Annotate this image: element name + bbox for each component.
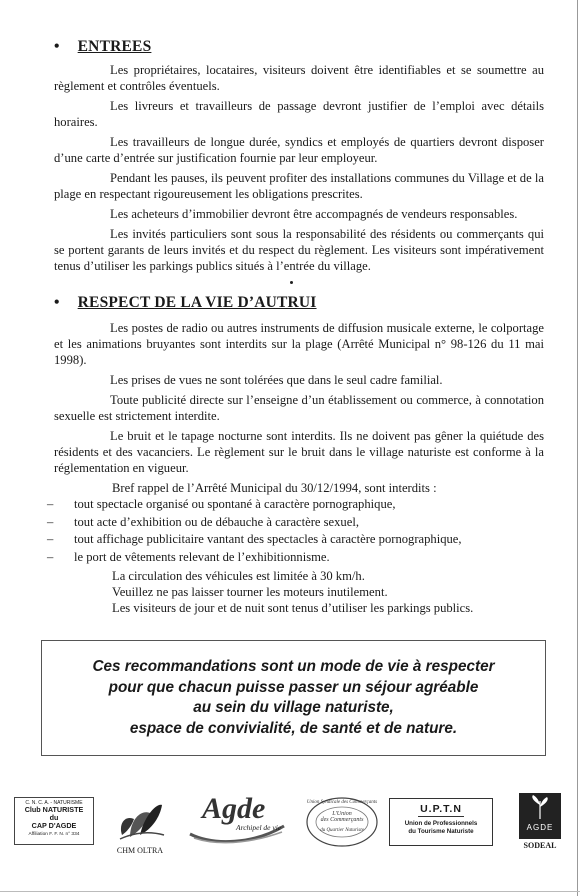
paragraph-text: Les travailleurs de longue durée, syndics et employés de quartiers devront disposer d’une carte d’entrée sur justification fournie par leur employeur.	[54, 135, 544, 165]
paragraph	[54, 428, 544, 476]
recommendation-line: espace de convivialité, de santé et de nature.	[129, 719, 458, 737]
paragraph	[54, 372, 544, 388]
paragraph-text: Pendant les pauses, ils peuvent profiter des installations communes du Village et de la plage en respectant rigoureusement les obligations prescrites.	[54, 171, 544, 201]
page-edge-right	[577, 0, 578, 896]
oval-mid-text: L'Union	[332, 811, 352, 817]
paragraph-text: Le bruit et le tapage nocturne sont interdits. Ils ne doivent pas gêner la quiétude des résidents et des vacanciers. Le règlement sur le bruit dans le village naturiste est conforme à la réglementation en vigueur.	[54, 429, 544, 475]
uptn-subtitle: Union de Professionnels	[404, 820, 478, 827]
sodeal-caption: SODEAL	[523, 841, 557, 850]
cnca-affiliation: Affiliation F. F. N. n° 334	[28, 832, 80, 837]
section-title-respect-label: RESPECT DE LA VIE D’AUTRUI	[77, 294, 317, 311]
interdits-list	[47, 496, 527, 566]
union-commercants-logo	[305, 795, 379, 849]
list-item	[47, 531, 527, 549]
section-title-entrees-label: ENTREES	[77, 38, 152, 55]
bullet: •	[54, 294, 60, 311]
paragraph	[54, 392, 544, 424]
paragraph	[54, 320, 544, 368]
sodeal-plant-icon	[519, 793, 561, 823]
circulation-line: Les visiteurs de jour et de nuit sont tenus d’utiliser les parkings publics.	[112, 601, 474, 615]
paragraph	[54, 62, 544, 94]
paragraph	[54, 170, 544, 202]
rappel-text: Bref rappel de l’Arrêté Municipal du 30/12/1994, sont interdits :	[112, 481, 437, 495]
cnca-club-line: Club NATURISTE	[24, 805, 84, 814]
chm-leaf-icon	[112, 795, 168, 845]
paragraph	[54, 134, 544, 166]
recommendation-box	[41, 640, 546, 756]
list-item	[47, 514, 527, 532]
stray-dot	[290, 281, 293, 284]
dash-marker: –	[47, 514, 54, 529]
paragraph-text: Les postes de radio ou autres instruments de diffusion musicale externe, le colportage et les animations bruyantes sont interdits sur la plage (Arrêté Municipal n° 98-126 du 11 mai 1998).	[54, 321, 544, 367]
list-item-text: tout spectacle organisé ou spontané à caractère pornographique,	[74, 497, 396, 511]
section-title-respect	[54, 294, 317, 312]
chm-oltra-logo	[112, 795, 168, 857]
oval-mid-text: des Commerçants	[320, 817, 364, 823]
circulation-line: Veuillez ne pas laisser tourner les moteurs inutilement.	[112, 585, 388, 599]
list-item-text: tout affichage publicitaire vantant des spectacles à caractère pornographique,	[74, 532, 462, 546]
paragraph-text: Les invités particuliers sont sous la responsabilité des résidents ou commerçants qui se portent garants de leurs invités et du respect du règlement. Les visiteurs sont impérativement tenus d’utiliser les parkings publics situés à l’entrée du village.	[54, 227, 544, 273]
circulation-line: La circulation des véhicules est limitée à 30 km/h.	[112, 569, 365, 583]
chm-caption: CHM OLTRA	[116, 846, 164, 855]
uptn-logo	[389, 798, 493, 846]
cnca-club-logo	[14, 797, 94, 845]
paragraph	[54, 206, 544, 222]
oval-text	[305, 800, 379, 833]
recommendation-text	[42, 657, 545, 739]
paragraph	[54, 226, 544, 274]
oval-bottom-text: du Quartier Naturiste	[320, 828, 364, 833]
dash-marker: –	[47, 549, 54, 564]
cnca-club-line: du	[49, 813, 59, 822]
dash-marker: –	[47, 497, 54, 511]
dash-marker: –	[47, 532, 54, 546]
sodeal-box	[519, 793, 561, 839]
agde-archipel-logo	[184, 790, 290, 846]
recommendation-line: pour que chacun puisse passer un séjour agréable	[108, 678, 479, 696]
sodeal-inner-text: AGDE	[526, 823, 554, 832]
list-item-text: le port de vêtements relevant de l’exhibitionnisme.	[74, 549, 330, 564]
list-item-text: tout acte d’exhibition ou de débauche à caractère sexuel,	[74, 514, 359, 529]
list-item	[47, 496, 527, 514]
agde-subtitle: Archipel de vie	[236, 823, 282, 832]
paragraph-text: Toute publicité directe sur l’enseigne d’un établissement ou commerce, à connotation sexuelle est strictement interdite.	[54, 393, 544, 423]
uptn-title: U.P.T.N	[418, 803, 464, 817]
cnca-top-text: C. N. C. A. - NATURISME	[25, 800, 83, 806]
page-edge-bottom	[0, 891, 580, 892]
paragraph-text: Les livreurs et travailleurs de passage devront justifier de l’emploi avec détails horaires.	[54, 99, 544, 129]
agde-wordmark: Agde	[202, 792, 266, 825]
bullet: •	[54, 38, 60, 55]
cnca-club-line: CAP D'AGDE	[31, 821, 77, 830]
recommendation-line: au sein du village naturiste,	[193, 699, 394, 716]
paragraph-text: Les acheteurs d’immobilier devront être accompagnés de vendeurs responsables.	[110, 207, 518, 221]
paragraph-text: Les propriétaires, locataires, visiteurs doivent être identifiables et se soumettre au règlement et contrôles éventuels.	[54, 63, 544, 93]
section-title-entrees	[54, 38, 151, 56]
uptn-subtitle: du Tourisme Naturiste	[408, 828, 474, 835]
paragraph-text: Les prises de vues ne sont tolérées que dans le seul cadre familial.	[110, 373, 443, 387]
recommendation-line: Ces recommandations sont un mode de vie à respecter	[92, 658, 495, 675]
paragraph	[54, 98, 544, 130]
sodeal-logo	[517, 793, 563, 855]
oval-arc-text: Union Syndicale des Commerçants	[306, 800, 378, 805]
list-item	[47, 549, 527, 567]
